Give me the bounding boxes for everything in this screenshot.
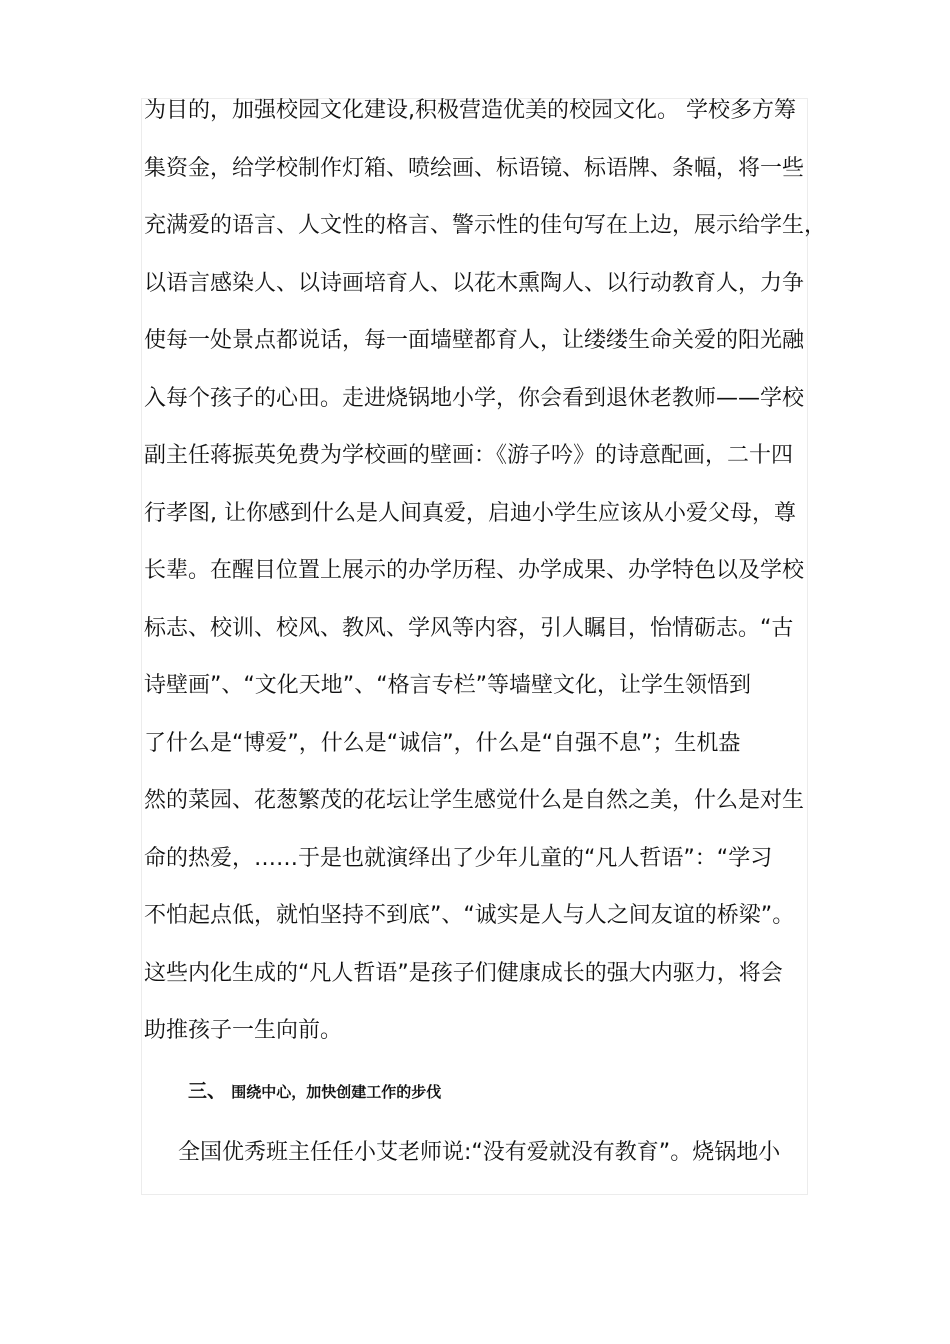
paragraph-line: 入每个孩子的心田。走进烧锅地小学，你会看到退休老教师——学校 <box>144 385 805 411</box>
paragraph-line: 这些内化生成的“凡人哲语”是孩子们健康成长的强大内驱力，将会 <box>144 960 783 986</box>
paragraph-line: 然的菜园、花葱繁茂的花坛让学生感觉什么是自然之美，什么是对生 <box>144 788 805 813</box>
paragraph-line: 为目的，加强校园文化建设,积极营造优美的校园文化。 学校多方筹 <box>144 98 796 123</box>
body-paragraph <box>144 82 827 1060</box>
section-heading <box>188 1076 441 1107</box>
section-number: 三、 <box>188 1080 227 1102</box>
paragraph-line: 充满爱的语言、人文性的格言、警示性的佳句写在上边，展示给学生， <box>144 213 827 238</box>
paragraph-line: 标志、校训、校风、教风、学风等内容，引人瞩目，怡情砺志。“古 <box>144 615 794 641</box>
paragraph-line: 不怕起点低，就怕坚持不到底”、“诚实是人与人之间友谊的桥梁”。 <box>144 903 795 928</box>
paragraph-line: 以语言感染人、以诗画培育人、以花木熏陶人、以行动教育人，力争 <box>144 270 805 296</box>
section-title: 围绕中心，加快创建工作的步伐 <box>231 1083 442 1101</box>
paragraph-line: 全国优秀班主任任小艾老师说:“没有爱就没有教育”。烧锅地小 <box>178 1140 781 1165</box>
paragraph-line: 长辈。在醒目位置上展示的办学历程、办学成果、办学特色以及学校 <box>144 558 805 583</box>
paragraph-line: 行孝图, 让你感到什么是人间真爱，启迪小学生应该从小爱父母，尊 <box>144 500 796 526</box>
paragraph-line: 副主任蒋振英免费为学校画的壁画：《游子吟》的诗意配画，二十四 <box>144 443 794 468</box>
paragraph-line: 了什么是“博爱”，什么是“诚信”，什么是“自强不息”；生机盎 <box>144 730 741 756</box>
paragraph-line: 助推孩子一生向前。 <box>144 1018 343 1043</box>
paragraph-line: 命的热爱，……于是也就演绎出了少年儿童的“凡人哲语”：“学习 <box>144 845 773 871</box>
paragraph-line: 诗壁画”、“文化天地”、“格言专栏”等墙壁文化，让学生领悟到 <box>144 673 751 698</box>
paragraph-line: 使每一处景点都说话，每一面墙壁都育人，让缕缕生命关爱的阳光融 <box>144 328 805 353</box>
paragraph-line: 集资金，给学校制作灯箱、喷绘画、标语镜、标语牌、条幅，将一些 <box>144 155 805 181</box>
